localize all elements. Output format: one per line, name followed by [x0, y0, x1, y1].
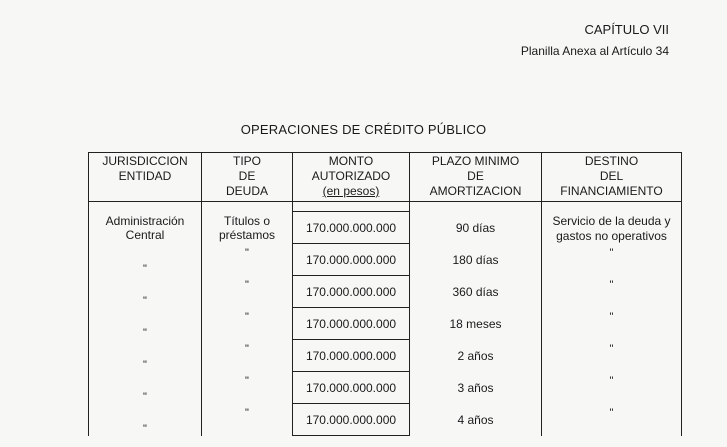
- header-tipo: [202, 153, 293, 202]
- header-plazo-line: DE: [467, 169, 484, 183]
- header-destino-line: FINANCIAMIENTO: [560, 184, 663, 198]
- table-title: OPERACIONES DE CRÉDITO PÚBLICO: [240, 122, 487, 137]
- cell-monto: 170.000.000.000: [293, 276, 410, 308]
- table-row: [89, 212, 682, 244]
- cell-tipo: ": [202, 244, 293, 276]
- cell-monto: 170.000.000.000: [293, 212, 410, 244]
- header-destino: [542, 153, 682, 202]
- header-plazo: [410, 153, 542, 202]
- cell-jurisdiccion: ": [89, 308, 202, 340]
- cell-plazo: 3 años: [410, 372, 542, 404]
- cell-monto: 170.000.000.000: [293, 404, 410, 436]
- cell-destino: ": [542, 244, 682, 276]
- header-jurisdiccion-line: JURISDICCION: [102, 154, 188, 168]
- cell-plazo: 4 años: [410, 404, 542, 436]
- cell-destino: Servicio de la deuda y gastos no operativos: [542, 212, 682, 244]
- table-row: [89, 276, 682, 308]
- header-jurisdiccion: [89, 153, 202, 202]
- table-row: [89, 244, 682, 276]
- cell-plazo: 2 años: [410, 340, 542, 372]
- cell-tipo: ": [202, 372, 293, 404]
- header-plazo-line: AMORTIZACION: [429, 184, 522, 198]
- cell-plazo: 18 meses: [410, 308, 542, 340]
- table-row: [89, 372, 682, 404]
- spacer-row: [89, 202, 682, 212]
- spacer-cell: [410, 202, 542, 212]
- spacer-cell: [202, 202, 293, 212]
- header-jurisdiccion-line: ENTIDAD: [118, 169, 172, 183]
- spacer-cell: [89, 202, 202, 212]
- cell-destino: ": [542, 372, 682, 404]
- cell-jurisdiccion: ": [89, 340, 202, 372]
- cell-jurisdiccion: ": [89, 372, 202, 404]
- cell-destino: ": [542, 276, 682, 308]
- header-tipo-line: TIPO: [232, 154, 261, 168]
- table-row: [89, 404, 682, 436]
- cell-monto: 170.000.000.000: [293, 244, 410, 276]
- cell-tipo: ": [202, 276, 293, 308]
- header-monto-line: AUTORIZADO: [311, 169, 391, 183]
- cell-tipo: ": [202, 308, 293, 340]
- cell-plazo: 90 días: [410, 212, 542, 244]
- cell-jurisdiccion: ": [89, 276, 202, 308]
- cell-tipo: ": [202, 340, 293, 372]
- cell-destino: ": [542, 404, 682, 436]
- spacer-cell: [542, 202, 682, 212]
- spacer-cell: [293, 202, 410, 212]
- header-destino-line: DESTINO: [584, 154, 639, 168]
- table-row: [89, 340, 682, 372]
- chapter-heading: CAPÍTULO VII: [584, 22, 669, 37]
- cell-destino: ": [542, 340, 682, 372]
- cell-jurisdiccion: ": [89, 244, 202, 276]
- cell-monto: 170.000.000.000: [293, 372, 410, 404]
- header-monto: [293, 153, 410, 202]
- cell-plazo: 360 días: [410, 276, 542, 308]
- cell-monto: 170.000.000.000: [293, 340, 410, 372]
- cell-monto: 170.000.000.000: [293, 308, 410, 340]
- header-destino-line: DEL: [599, 169, 624, 183]
- header-tipo-line: DE: [238, 169, 256, 183]
- cell-tipo: ": [202, 404, 293, 436]
- cell-plazo: 180 días: [410, 244, 542, 276]
- cell-jurisdiccion: Administración Central: [89, 212, 202, 244]
- annex-subtitle: Planilla Anexa al Artículo 34: [520, 44, 669, 58]
- credit-operations-table: [88, 152, 682, 436]
- header-row: [89, 153, 682, 202]
- header-tipo-line: DEUDA: [225, 184, 268, 198]
- cell-jurisdiccion: ": [89, 404, 202, 436]
- header-plazo-line: PLAZO MINIMO: [431, 154, 520, 168]
- header-monto-line: MONTO: [328, 154, 374, 168]
- cell-destino: ": [542, 308, 682, 340]
- table-row: [89, 308, 682, 340]
- cell-tipo: Títulos o préstamos: [202, 212, 293, 244]
- header-monto-line: (en pesos): [322, 184, 380, 198]
